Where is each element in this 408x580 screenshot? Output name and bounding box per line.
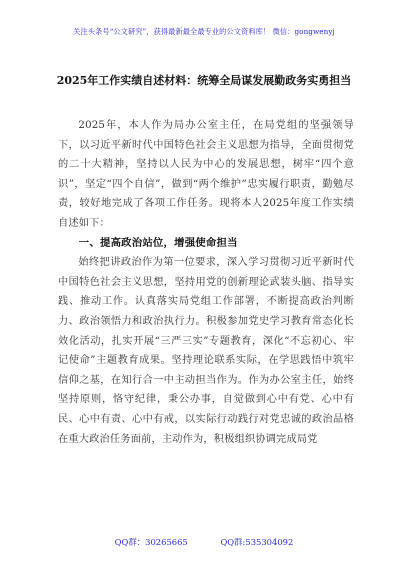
intro-paragraph: 2025年，本人作为局办公室主任，在局党组的坚强领导下，以习近平新时代中国特色社会主义思想为指导，全面贯彻党的二十大精神，坚持以人民为中心的发展思想，树牢“四个意识”，坚定“四个自信”，做到“两个维护”忠实履行职责，勤勉尽责，较好地完成了各项工作任务。现将本人2025年度工作实绩自述如下： xyxy=(58,120,354,229)
document-title: 2025年工作实绩自述材料：统筹全局谋发展勤政务实勇担当 xyxy=(56,74,352,87)
footer-contact xyxy=(0,536,408,548)
footer-qq-group-2: QQ群:535304092 xyxy=(220,537,294,547)
footer-qq-group-1: QQ群：30265665 xyxy=(114,537,188,547)
top-banner-notice: 关注头条号“公文研究”，获得最新最全最专业的公文资料库！ 微信：gongwenyj xyxy=(73,27,335,36)
section-heading-1: 一、提高政治站位，增强使命担当 xyxy=(78,236,238,249)
document-body xyxy=(58,116,354,449)
section-1-paragraph: 始终把讲政治作为第一位要求，深入学习贯彻习近平新时代中国特色社会主义思想，坚持用党的创新理论武装头脑、指导实践、推动工作。认真落实局党组工作部署，不断提高政治判断力、政治领悟力和政治执行力。积极参加党史学习教育常态化长效化活动，扎实开展“三严三实”专题教育，深化“不忘初心、牢记使命”主题教育成果。坚持理论联系实际，在学思践悟中筑牢信仰之基，在知行合一中主动担当作为。作为办公室主任，始终坚持原则，恪守纪律，秉公办事，自觉做到心中有党、心中有民、心中有责、心中有戒，以实际行动践行对党忠诚的政治品格在重大政治任务面前，主动作为，积极组织协调完成局党 xyxy=(58,257,354,445)
